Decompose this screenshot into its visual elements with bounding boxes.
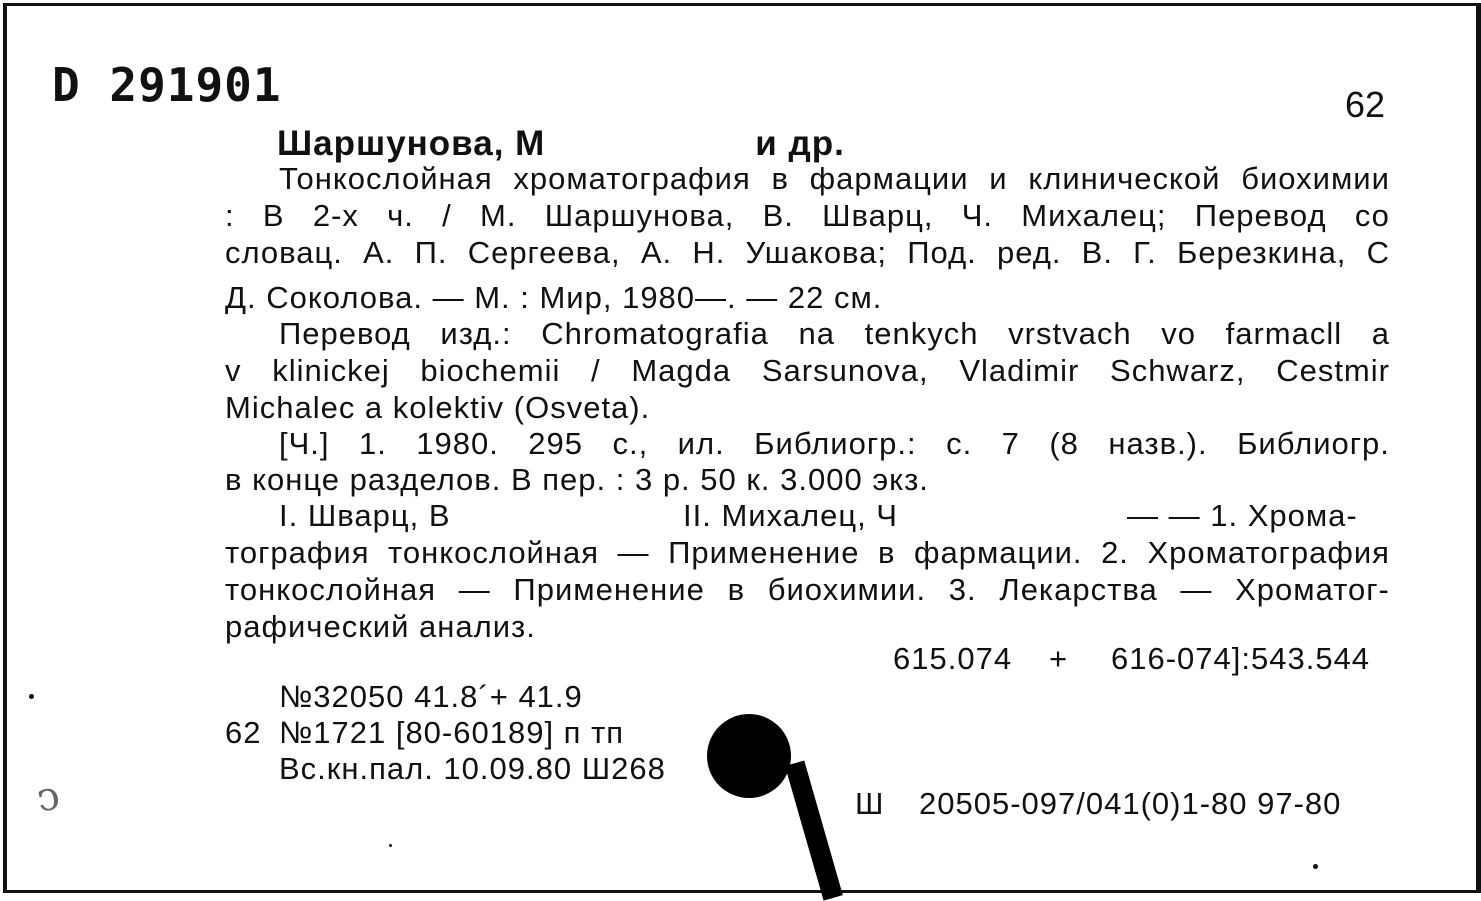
word: Ч. xyxy=(961,198,994,233)
catalog-card xyxy=(3,3,1481,893)
word: в xyxy=(727,572,746,607)
word: Под. xyxy=(907,235,977,270)
word: 2. xyxy=(1101,535,1129,570)
word: Cestmir xyxy=(1276,353,1390,388)
description-line-2 xyxy=(225,198,1390,234)
udc-plus: + xyxy=(1049,641,1069,676)
word: А. xyxy=(363,235,395,270)
word: с., xyxy=(612,426,649,461)
word: Библиогр.: xyxy=(754,426,917,461)
word: Vladimir xyxy=(959,353,1080,388)
word: Применение xyxy=(513,572,705,607)
word: В. xyxy=(1081,235,1113,270)
word: 7 xyxy=(1001,426,1020,461)
word: 295 xyxy=(528,426,584,461)
word: Михалец; xyxy=(1021,198,1167,233)
word: / xyxy=(591,353,601,388)
word: тонкослойная xyxy=(225,572,437,607)
word: Шаршунова, xyxy=(544,198,735,233)
word: словац. xyxy=(225,235,343,270)
word: Magda xyxy=(631,353,732,388)
word: хроматография xyxy=(513,161,751,196)
publisher-code: 20505-097/041(0)1-80 97-80 xyxy=(919,786,1342,821)
word: klinickej xyxy=(272,353,390,388)
word: a xyxy=(1371,316,1390,351)
word: biochemii xyxy=(420,353,561,388)
word: фармации xyxy=(809,161,969,196)
word: — xyxy=(617,535,650,570)
word: клинической xyxy=(1028,161,1221,196)
footer-line-3: Вс.кн.пал. 10.09.80 Ш268 xyxy=(279,751,666,786)
scan-speck xyxy=(29,694,34,699)
word: назв.). xyxy=(1108,426,1208,461)
word: Sarsunova, xyxy=(761,353,929,388)
volume-line-2: в конце разделов. В пер. : 3 р. 50 к. 3.000 экз. xyxy=(225,462,929,497)
original-title-line-1 xyxy=(279,316,1390,352)
word: 1. xyxy=(358,426,387,461)
word: Березкина, xyxy=(1176,235,1347,270)
subject-line-3: рафический анализ. xyxy=(225,609,536,644)
word: тонкослойная xyxy=(388,535,600,570)
word: биохимии xyxy=(1241,161,1390,196)
word: 3. xyxy=(948,572,977,607)
word: Хроматография xyxy=(1147,535,1390,570)
author-suffix: и др. xyxy=(755,124,845,163)
word: farmacll xyxy=(1225,316,1343,351)
word: П. xyxy=(414,235,448,270)
word: в xyxy=(771,161,789,196)
description-line-1 xyxy=(279,161,1390,197)
word: — xyxy=(458,572,491,607)
word: tenkych xyxy=(864,316,979,351)
word: : xyxy=(225,198,235,233)
word: Перевод xyxy=(279,316,411,351)
word: Г. xyxy=(1133,235,1157,270)
publisher-code-letter: Ш xyxy=(855,786,885,821)
pencil-mark: ↄ xyxy=(33,772,64,822)
scan-speck xyxy=(1313,864,1318,869)
added-author-1: I. Шварц, В xyxy=(279,498,451,533)
word: изд.: xyxy=(440,316,512,351)
word: Ушакова; xyxy=(745,235,888,270)
author-surname: Шаршунова, М xyxy=(277,124,546,163)
word: биохимии. xyxy=(767,572,927,607)
word: В xyxy=(262,198,285,233)
word: Шварц, xyxy=(822,198,934,233)
word: Перевод xyxy=(1194,198,1327,233)
word: С xyxy=(1366,235,1390,270)
word: v xyxy=(225,353,242,388)
word: М. xyxy=(480,198,517,233)
word: Тонкослойная xyxy=(279,161,493,196)
word: ч. xyxy=(387,198,414,233)
word: na xyxy=(798,316,836,351)
description-line-3 xyxy=(225,235,1390,271)
author-heading xyxy=(277,124,845,164)
footer-line-2: №1721 [80-60189] п тп xyxy=(279,715,625,750)
word: Schwarz, xyxy=(1110,353,1246,388)
subject-line-2 xyxy=(225,572,1390,608)
word: (8 xyxy=(1049,426,1079,461)
word: [Ч.] xyxy=(279,426,330,461)
word: — xyxy=(1180,572,1213,607)
word: Chromatografia xyxy=(541,316,769,351)
word: в xyxy=(878,535,896,570)
udc-number-2: 616-074]:543.544 xyxy=(1111,641,1371,676)
word: ил. xyxy=(677,426,725,461)
word: А. xyxy=(640,235,673,270)
footer-line-2-prefix: 62 xyxy=(225,715,262,750)
word: Н. xyxy=(692,235,726,270)
original-title-line-2 xyxy=(225,353,1390,389)
word: ред. xyxy=(996,235,1062,270)
added-author-2: II. Михалец, Ч xyxy=(683,498,898,533)
word: vo xyxy=(1161,316,1196,351)
subject-heading-start: — — 1. Хрома- xyxy=(1127,498,1358,533)
footer-line-1: №32050 41.8´+ 41.9 xyxy=(279,679,583,714)
word: 1980. xyxy=(416,426,499,461)
word: vrstvach xyxy=(1008,316,1132,351)
ink-blot xyxy=(707,714,791,798)
word: Хроматог- xyxy=(1235,572,1390,607)
word: Применение xyxy=(668,535,860,570)
ink-blot-tail xyxy=(785,760,843,900)
word: В. xyxy=(762,198,794,233)
word: Сергеева, xyxy=(467,235,621,270)
word: с. xyxy=(946,426,973,461)
scan-speck xyxy=(389,844,392,847)
volume-line-1 xyxy=(279,426,1390,462)
call-number: D 291901 xyxy=(52,58,282,112)
page-number: 62 xyxy=(1345,84,1386,125)
word: Лекарства xyxy=(999,572,1158,607)
word: / xyxy=(442,198,452,233)
word: фармации. xyxy=(914,535,1083,570)
word: тография xyxy=(225,535,370,570)
subject-line-1 xyxy=(225,535,1390,571)
description-line-4: Д. Соколова. — М. : Мир, 1980—. — 22 см. xyxy=(225,280,883,315)
word: Библиогр. xyxy=(1237,426,1390,461)
word: и xyxy=(989,161,1008,196)
udc-number-1: 615.074 xyxy=(893,641,1013,676)
original-title-line-3: Michalec a kolektiv (Osveta). xyxy=(225,390,651,425)
word: 2-х xyxy=(312,198,359,233)
word: со xyxy=(1354,198,1390,233)
